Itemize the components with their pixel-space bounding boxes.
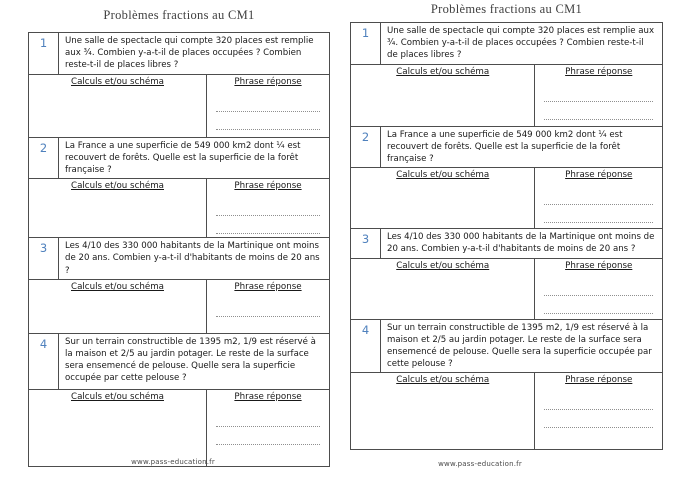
problem-number: 2 — [351, 127, 381, 168]
answer-dotted-line — [216, 409, 320, 427]
answer-dotted-line — [216, 234, 320, 237]
page-2 — [350, 1, 663, 450]
problem-number: 1 — [351, 23, 381, 64]
phrase-answer-area — [207, 179, 329, 237]
answer-dotted-line — [216, 94, 320, 112]
footer-url: www.pass-education.fr — [438, 460, 522, 468]
calc-workspace — [351, 373, 535, 449]
problem-number: 3 — [29, 238, 59, 279]
answer-dotted-line — [544, 102, 653, 120]
phrase-header: Phrase réponse — [234, 281, 302, 292]
phrase-answer-area — [207, 280, 329, 333]
problem-text: Une salle de spectacle qui compte 320 places est remplie aux ¾. Combien y-a-t-il de places occupées ? Combien reste-t-il de places libres ? — [387, 26, 655, 61]
phrase-header: Phrase réponse — [565, 375, 633, 386]
problems-table — [28, 32, 330, 467]
problem-text: La France a une superficie de 549 000 km2 dont ¼ est recouvert de forêts. Quelle est la superficie de la forêt française ? — [387, 129, 623, 165]
phrase-answer-area — [535, 259, 662, 319]
calc-workspace — [29, 75, 207, 137]
problem-block-3 — [29, 237, 329, 333]
answer-dotted-line — [216, 112, 320, 130]
phrase-header: Phrase réponse — [565, 66, 633, 77]
calc-header: Calculs et/ou schéma — [71, 76, 164, 87]
answer-dotted-line — [216, 317, 320, 333]
calc-workspace — [29, 280, 207, 333]
calc-header: Calculs et/ou schéma — [396, 375, 490, 386]
problem-block-3 — [351, 228, 662, 318]
problem-number: 2 — [29, 138, 59, 179]
phrase-header: Phrase réponse — [565, 170, 633, 181]
calc-header: Calculs et/ou schéma — [396, 170, 490, 181]
problem-text: Les 4/10 des 330 000 habitants de la Martinique ont moins de 20 ans. Combien y-a-t-il d'habitants de moins de 20 ans ? — [387, 232, 655, 255]
phrase-answer-area — [535, 373, 662, 449]
calc-workspace — [351, 168, 535, 228]
problem-block-1 — [351, 23, 662, 126]
problems-table — [350, 22, 663, 450]
answer-dotted-line — [216, 216, 320, 234]
page-title: Problèmes fractions au CM1 — [430, 2, 583, 16]
problem-text: Sur un terrain constructible de 1395 m2, 1/9 est réservé à la maison et 2/5 au jardin potager. Le reste de la surface sera ensemencé de pelouse. Quelle sera la superficie occupée par cette pelouse ? — [387, 322, 652, 370]
phrase-header: Phrase réponse — [234, 76, 302, 87]
phrase-header: Phrase réponse — [234, 181, 302, 192]
answer-dotted-line — [216, 130, 320, 137]
calc-header: Calculs et/ou schéma — [71, 391, 164, 402]
calc-header: Calculs et/ou schéma — [396, 66, 490, 77]
footer-url: www.pass-education.fr — [131, 458, 215, 466]
calc-workspace — [351, 259, 535, 319]
answer-dotted-line — [544, 187, 653, 205]
problem-block-4 — [351, 319, 662, 450]
calc-header: Calculs et/ou schéma — [396, 260, 490, 271]
answer-dotted-line — [216, 299, 320, 317]
answer-dotted-line — [544, 296, 653, 314]
problem-block-1 — [29, 33, 329, 137]
calc-header: Calculs et/ou schéma — [71, 281, 164, 292]
answer-dotted-line — [544, 410, 653, 428]
phrase-answer-area — [535, 168, 662, 228]
answer-dotted-line — [216, 198, 320, 216]
problem-number: 3 — [351, 229, 381, 257]
problem-text: Sur un terrain constructible de 1395 m2, 1/9 est réservé à la maison et 2/5 au jardin potager. Le reste de la surface sera ensemencé de pelouse. Quelle sera la superficie occupée par cette pelouse ? — [65, 336, 316, 384]
calc-header: Calculs et/ou schéma — [71, 181, 164, 192]
problem-text: Une salle de spectacle qui compte 320 places est remplie aux ¾. Combien y-a-t-il de places occupées ? Combien reste-t-il de places libres ? — [65, 36, 314, 71]
problem-text: Les 4/10 des 330 000 habitants de la Martinique ont moins de 20 ans. Combien y-a-t-il d'habitants de moins de 20 ans ? — [65, 241, 320, 276]
answer-dotted-line — [544, 205, 653, 223]
answer-dotted-line — [544, 278, 653, 296]
calc-workspace — [29, 390, 207, 466]
page-title: Problèmes fractions au CM1 — [103, 8, 255, 22]
problem-number: 1 — [29, 33, 59, 74]
answer-dotted-line — [544, 84, 653, 102]
answer-dotted-line — [216, 427, 320, 445]
answer-dotted-line — [544, 223, 653, 228]
problem-block-2 — [351, 126, 662, 229]
problem-number: 4 — [29, 334, 59, 389]
problem-number: 4 — [351, 320, 381, 373]
answer-dotted-line — [544, 120, 653, 126]
phrase-answer-area — [207, 75, 329, 137]
calc-workspace — [29, 179, 207, 237]
page-1 — [28, 4, 330, 467]
phrase-answer-area — [207, 390, 329, 466]
calc-workspace — [351, 65, 535, 126]
phrase-header: Phrase réponse — [565, 260, 633, 271]
problem-block-4 — [29, 333, 329, 466]
answer-dotted-line — [544, 392, 653, 410]
problem-block-2 — [29, 137, 329, 238]
phrase-header: Phrase réponse — [234, 391, 302, 402]
phrase-answer-area — [535, 65, 662, 126]
problem-text: La France a une superficie de 549 000 km2 dont ¼ est recouvert de forêts. Quelle est la superficie de la forêt française ? — [65, 140, 301, 176]
